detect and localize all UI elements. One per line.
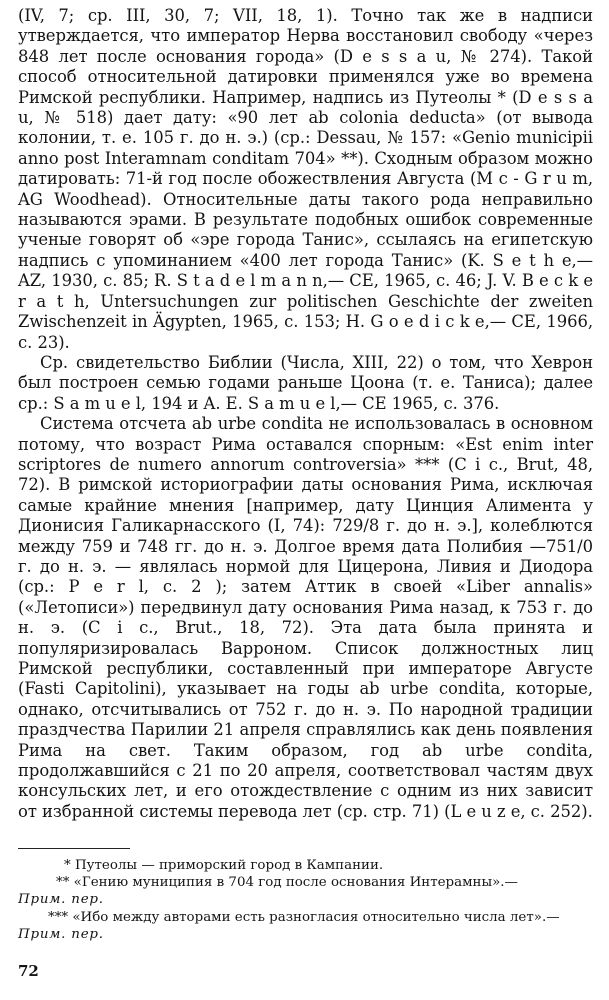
paragraph-2: Ср. свидетельство Библии (Числа, XIII, 22) о том, что Хеврон был построен семью годами раньше Цоона (т. е. Таниса); далее ср.: S a m u e l, 194 и A. E. S a m u e l,— CE 1965, с. 376.	[18, 352, 593, 413]
footnote-divider	[18, 848, 130, 849]
footnote-2: ** «Гению муниципия в 704 год после основания Интерамны».—	[56, 875, 518, 891]
footnote-3: *** «Ибо между авторами есть разногласия относительно числа лет».—	[48, 909, 560, 925]
paragraph-1: (IV, 7; ср. III, 30, 7; VII, 18, 1). Точно так же в надписи утверждается, что император Нерва восстановил свободу «через 848 лет после основания города» (D e s s a u, № 274). Такой способ относительной датировки применялся уже во времена Римской республики. Например, надпись из Путеолы * (D e s s a u, № 518) дает дату: «90 лет ab colonia deducta» (от вывода колонии, т. е. 105 г. до н. э.) (ср.: Dessau, № 157: «Genio municipii anno post Interamnam conditam 704» **). Сходным образом можно датировать: 71-й год после обожествления Августа (M c - G r u m, AG Woodhead). Относительные даты такого рода неправильно называются эрами. В результате подобных ошибок современные ученые говорят об «эре города Танис», ссылаясь на египетскую надпись с упоминанием «400 лет города Танис» (K. S e t h e,— AZ, 1930, с. 85; R. S t a d e l m a n n,— CE, 1965, с. 46; J. V. B e c k e r a t h, Untersuchungen zur politischen Geschichte der zweiten Zwischenzeit in Ägypten, 1965, с. 153; H. G o e d i c k e,— CE, 1966, с. 23).	[18, 6, 593, 352]
footnote-3-translator-note: Прим. пер.	[18, 926, 104, 942]
footnote-1: * Путеолы — приморский город в Кампании.	[64, 858, 384, 873]
footnote-2-translator-note: Прим. пер.	[18, 892, 104, 908]
paragraph-3: Система отсчета ab urbe condita не использовалась в основном потому, что возраст Рима оставался спорным: «Est enim inter scriptores de numero annorum controversia» *** (C i c., Brut, 48, 72). В римской историографии даты основания Рима, исключая самые крайние мнения [например, дату Цинция Алимента у Дионисия Галикарнасского (I, 74): 729/8 г. до н. э.], колеблются между 759 и 748 гг. до н. э. Долгое время дата Полибия —751/0 г. до н. э. — являлась нормой для Цицерона, Ливия и Диодора (ср.: P e r l, с. 2 ); затем Аттик в своей «Liber annalis» («Летописи») передвинул дату основания Рима назад, к 753 г. до н. э. (C i c., Brut., 18, 72). Эта дата была принята и популяризировалась Варроном. Список должностных лиц Римской республики, составленный при императоре Августе (Fasti Capitolini), указывает на годы ab urbe condita, которые, однако, отсчитывались от 752 г. до н. э. По народной традиции праздчества Парилии 21 апреля справлялись как день появления Рима на свет. Таким образом, год ab urbe condita, продолжавшийся с 21 по 20 апреля, соответствовал частям двух консульских лет, и его отождествление с одним из них зависит от избранной системы перевода лет (ср. стр. 71) (L e u z e, с. 252).	[18, 414, 593, 821]
page-number: 72	[18, 962, 39, 980]
main-text	[18, 6, 593, 822]
footnotes	[18, 857, 593, 943]
